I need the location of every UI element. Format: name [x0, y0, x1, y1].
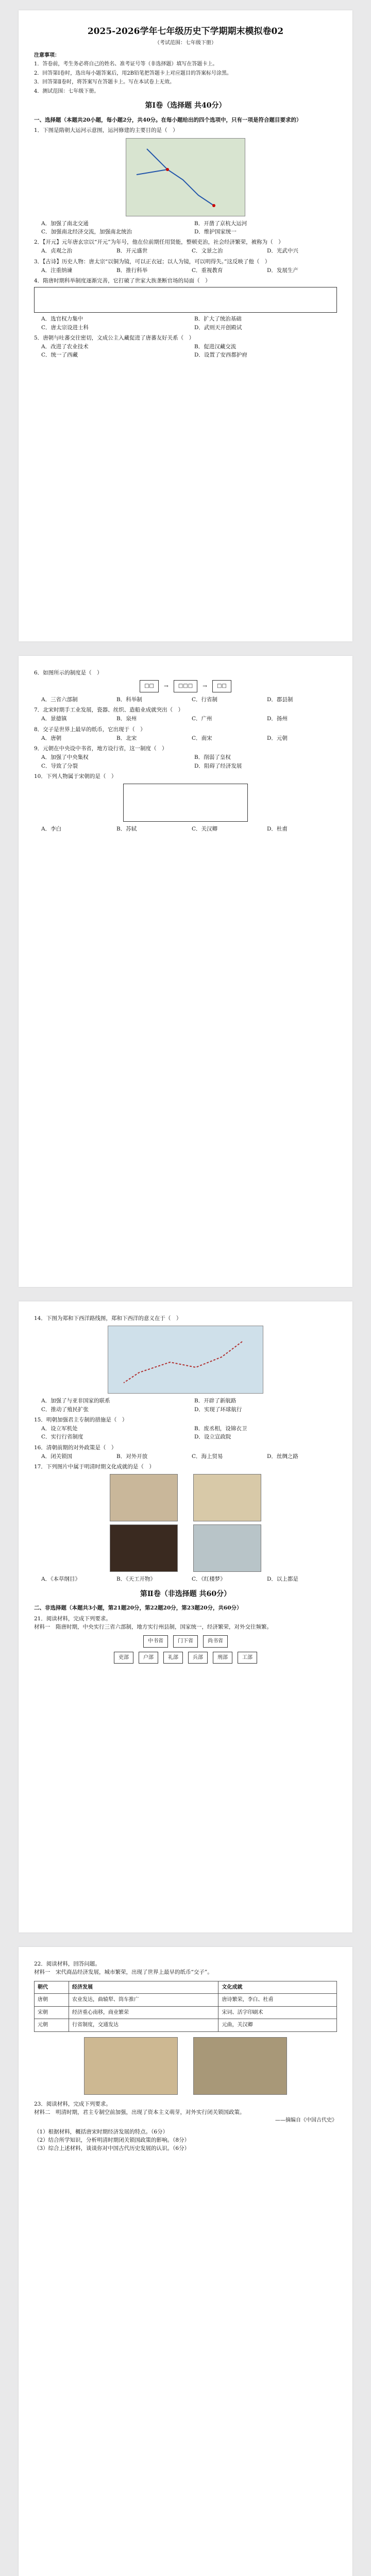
option-a: A．景德镇 — [41, 716, 67, 722]
material-text: 材料一 宋代商品经济发展，城市繁荣，出现了世界上最早的纸币“交子”。 — [34, 1969, 213, 1976]
table-cell: 唐朝 — [35, 1994, 69, 2007]
structure-diagram — [77, 1635, 294, 1648]
option-c: C．唐太宗设进士科 — [41, 324, 89, 331]
question-stem: 21．阅读材料，完成下列要求。 — [34, 1615, 111, 1622]
option-a: A．加强了中央集权 — [41, 754, 89, 761]
option-a: A．三省六部制 — [41, 696, 78, 703]
option-c: C．广州 — [192, 716, 212, 722]
question-8 — [34, 725, 337, 743]
option-b: B．泉州 — [116, 716, 137, 722]
table-row — [35, 2006, 337, 2019]
route-lines — [108, 1326, 263, 1393]
question-stem: 7．北宋时期手工业发展，瓷器、丝织、造船业成就突出（ ） — [34, 707, 184, 714]
question-15 — [34, 1416, 337, 1442]
option-c: C．行省制 — [192, 696, 218, 703]
option-d: D．维护国家统一 — [194, 228, 237, 235]
option-d: D．郡县制 — [267, 696, 293, 703]
option-b: B．《天工开物》 — [116, 1576, 156, 1583]
question-stem: 8．交子是世界上最早的纸币，它出现于（ ） — [34, 726, 146, 733]
option-a: A．唐朝 — [41, 735, 62, 741]
painting-image — [193, 2037, 287, 2095]
option-b: B．科举制 — [116, 696, 142, 703]
option-d: D．杜甫 — [267, 826, 288, 833]
question-21 — [34, 1615, 337, 1664]
notes-heading: 注意事项： — [34, 52, 60, 58]
exam-subtitle: （考试范围：七年级下册） — [155, 40, 216, 46]
structure-diagram-row — [34, 1652, 337, 1664]
page-3 — [19, 1301, 352, 1933]
map-lines — [126, 139, 245, 216]
sub-question-2: （2）结合所学知识，分析明清时期闭关锁国政策的影响。（8分） — [34, 2137, 190, 2143]
arrow-icon: → — [164, 683, 168, 689]
question-7 — [34, 706, 337, 723]
question-stem: 3．【古诗】历史人物：唐太宗“以铜为镜，可以正衣冠；以人为镜，可以明得失。”这反映了他（ ） — [34, 258, 271, 265]
flow-diagram — [34, 680, 337, 692]
option-c: C．文景之治 — [192, 248, 223, 255]
question-stem: 14．下图为郑和下西洋路线图，郑和下西洋的意义在于（ ） — [34, 1315, 182, 1321]
question-5 — [34, 334, 337, 360]
question-10 — [34, 772, 337, 834]
flow-box: □□□ — [174, 680, 197, 692]
diagram-node: 户部 — [139, 1652, 158, 1664]
option-a: A．加强了南北交通 — [41, 220, 89, 227]
source-citation: ——摘编自《中国古代史》 — [275, 2117, 337, 2124]
artifact-image — [110, 1474, 178, 1521]
question-23 — [34, 2100, 337, 2153]
option-b: B．促进汉藏交流 — [194, 344, 237, 350]
note-2: 2．回答第Ⅰ卷时，选出每小题答案后，用2B铅笔把答题卡上对应题目的答案标号涂黑。 — [34, 70, 232, 76]
question-stem: 2．【开元】元年唐玄宗以“开元”为年号，他在位前期任用贤能，整顿吏治，社会经济繁荣，被称为（ ） — [34, 239, 284, 246]
table-cell: 唐诗繁荣，李白、杜甫 — [218, 1994, 337, 2007]
question-stem: 6．如图所示的制度是（ ） — [34, 670, 103, 676]
table-cell: 宋词、活字印刷术 — [218, 2006, 337, 2019]
question-2 — [34, 238, 337, 256]
exam-title: 2025-2026学年七年级历史下学期期末模拟卷02 — [87, 26, 284, 37]
option-b: B．对外开放 — [116, 1453, 148, 1460]
artifact-image — [193, 1524, 261, 1572]
question-16 — [34, 1444, 337, 1461]
option-a: A．闭关锁国 — [41, 1453, 73, 1460]
option-a: A．改进了农业技术 — [41, 344, 89, 350]
sub-question-1: （1）根据材料，概括唐宋时期经济发展的特点。（6分） — [34, 2128, 168, 2135]
diagram-node: 兵部 — [188, 1652, 208, 1664]
question-1 — [34, 126, 337, 236]
artifact-image — [193, 1474, 261, 1521]
option-d: D．实现了环球航行 — [194, 1406, 242, 1413]
option-c: C．南宋 — [192, 735, 212, 741]
note-3: 3．回答第Ⅱ卷时，将答案写在答题卡上。写在本试卷上无效。 — [34, 79, 175, 86]
option-a: A．李白 — [41, 826, 62, 833]
table-row — [35, 1981, 337, 1994]
option-a: A．贞观之治 — [41, 248, 73, 255]
question-stem: 23．阅读材料，完成下列要求。 — [34, 2100, 111, 2107]
diagram-node: 尚书省 — [203, 1635, 228, 1648]
question-stem: 4．隋唐时期科举制度逐渐完善，它打破了世家大族垄断官场的局面（ ） — [34, 278, 211, 284]
question-17 — [34, 1463, 337, 1584]
option-c: C．推动了殖民扩张 — [41, 1406, 89, 1413]
diagram-node: 门下省 — [173, 1635, 198, 1648]
question-3 — [34, 258, 337, 275]
question-9 — [34, 744, 337, 770]
question-stem: 15．明朝加强君主专制的措施是（ ） — [34, 1416, 128, 1423]
option-d: D．丝绸之路 — [267, 1453, 298, 1460]
question-stem: 17．下列图片中属于明清时期文化成就的是（ ） — [34, 1464, 155, 1470]
option-c: C．重视教育 — [192, 267, 223, 274]
option-a: A．选官权力集中 — [41, 316, 83, 323]
diagram-node: 礼部 — [163, 1652, 183, 1664]
table-cell: 文化成就 — [218, 1981, 337, 1994]
option-b: B．开元盛世 — [116, 248, 148, 255]
option-b: B．北宋 — [116, 735, 137, 741]
option-c: C．实行行省制度 — [41, 1434, 83, 1440]
question-6 — [34, 669, 337, 704]
table-cell: 农业发达，曲辕犁、筒车推广 — [69, 1994, 218, 2007]
part1-section: 一、选择题（本题共20小题，每小题2分，共40分。在每小题给出的四个选项中，只有一项是符合题目要求的） — [34, 117, 302, 124]
page-1 — [19, 10, 352, 641]
option-d: D．扬州 — [267, 716, 288, 722]
page-4 — [19, 1947, 352, 2576]
option-b: B．开凿了京杭大运河 — [194, 220, 247, 227]
option-d: D．发展生产 — [267, 267, 298, 274]
table-cell: 行省制度，交通发达 — [69, 2019, 218, 2032]
material-box — [34, 287, 337, 313]
option-c: C．《红楼梦》 — [192, 1576, 226, 1583]
option-b: B．开辟了新航路 — [194, 1398, 237, 1404]
flow-box: □□ — [140, 680, 159, 692]
option-b: B．苏轼 — [116, 826, 137, 833]
option-d: D．阻碍了经济发展 — [194, 762, 242, 769]
question-stem: 10．下列人物属于宋朝的是（ ） — [34, 773, 117, 779]
diagram-node: 吏部 — [114, 1652, 133, 1664]
option-d: D．以上都是 — [267, 1576, 298, 1583]
voyage-map — [108, 1326, 263, 1394]
table-cell: 朝代 — [35, 1981, 69, 1994]
option-a: A．加强了与亚非国家的联系 — [41, 1398, 110, 1404]
material-text: 材料一 隋唐时期，中央实行三省六部制，地方实行州县制，国家统一，经济繁荣，对外交往频繁。 — [34, 1623, 272, 1630]
option-a: A．设立军机处 — [41, 1426, 78, 1432]
material-text: 材料二 明清时期，君主专制空前加强，出现了资本主义萌芽，对外实行闭关锁国政策。 — [34, 2109, 245, 2115]
question-stem: 22．阅读材料，回答问题。 — [34, 1961, 100, 1967]
question-14 — [34, 1314, 337, 1414]
table-cell: 经济重心南移，商业繁荣 — [69, 2006, 218, 2019]
diagram-node: 刑部 — [213, 1652, 232, 1664]
table-row — [35, 2019, 337, 2032]
question-4 — [34, 277, 337, 332]
part2-title: 第Ⅱ卷（非选择题 共60分） — [140, 1589, 231, 1598]
option-d: D．光武中兴 — [267, 248, 298, 255]
question-stem: 1．下图是隋朝大运河示意图，运河修建的主要目的是（ ） — [34, 127, 178, 134]
question-stem: 16．清朝前期的对外政策是（ ） — [34, 1444, 117, 1451]
comparison-table — [34, 1981, 337, 2032]
part1-title: 第Ⅰ卷（选择题 共40分） — [145, 101, 226, 110]
question-stem: 9．元朝在中央设中书省，地方设行省，这一制度（ ） — [34, 745, 167, 752]
table-cell: 经济发展 — [69, 1981, 218, 1994]
table-cell: 宋朝 — [35, 2006, 69, 2019]
option-c: C．导致了分裂 — [41, 762, 78, 769]
table-cell: 元曲，关汉卿 — [218, 2019, 337, 2032]
table-row — [35, 1994, 337, 2007]
arrow-icon: → — [203, 683, 207, 689]
option-b: B．废丞相，设锦衣卫 — [194, 1426, 247, 1432]
material-box — [123, 784, 248, 822]
note-4: 4．测试范围：七年级下册。 — [34, 88, 99, 94]
page-2 — [19, 656, 352, 1287]
diagram-node: 中书省 — [143, 1635, 168, 1648]
sub-question-3: （3）综合上述材料，谈谈你对中国古代历史发展的认识。（6分） — [34, 2145, 190, 2152]
diagram-node: 工部 — [238, 1652, 257, 1664]
option-c: C．统一了西藏 — [41, 352, 78, 359]
question-22 — [34, 1960, 337, 2095]
option-a: A．注重纳谏 — [41, 267, 73, 274]
question-stem: 5．唐朝与吐蕃交往密切，文成公主入藏促进了唐蕃友好关系（ ） — [34, 334, 195, 341]
option-a: A．《本草纲目》 — [41, 1576, 80, 1583]
note-1: 1．答卷前，考生务必将自己的姓名、准考证号等（非选择题）填写在答题卡上。 — [34, 61, 218, 67]
artifact-image — [110, 1524, 178, 1572]
flow-box: □□ — [212, 680, 231, 692]
option-c: C．加强南北经济交流，加强南北统治 — [41, 228, 132, 235]
option-d: D．元朝 — [267, 735, 288, 741]
option-d: D．武则天开创殿试 — [194, 324, 242, 331]
option-b: B．推行科举 — [116, 267, 148, 274]
option-c: C．海上贸易 — [192, 1453, 223, 1460]
part2-section: 二、非选择题（本题共3小题，第21题20分，第22题20分，第23题20分，共60分） — [34, 1605, 242, 1612]
canal-map — [126, 138, 245, 216]
option-c: C．关汉卿 — [192, 826, 218, 833]
option-d: D．设立宣政院 — [194, 1434, 231, 1440]
painting-image — [84, 2037, 178, 2095]
option-d: D．设置了安西都护府 — [194, 352, 247, 359]
option-b: B．削弱了皇权 — [194, 754, 231, 761]
option-b: B．扩大了统治基础 — [194, 316, 242, 323]
table-cell: 元朝 — [35, 2019, 69, 2032]
